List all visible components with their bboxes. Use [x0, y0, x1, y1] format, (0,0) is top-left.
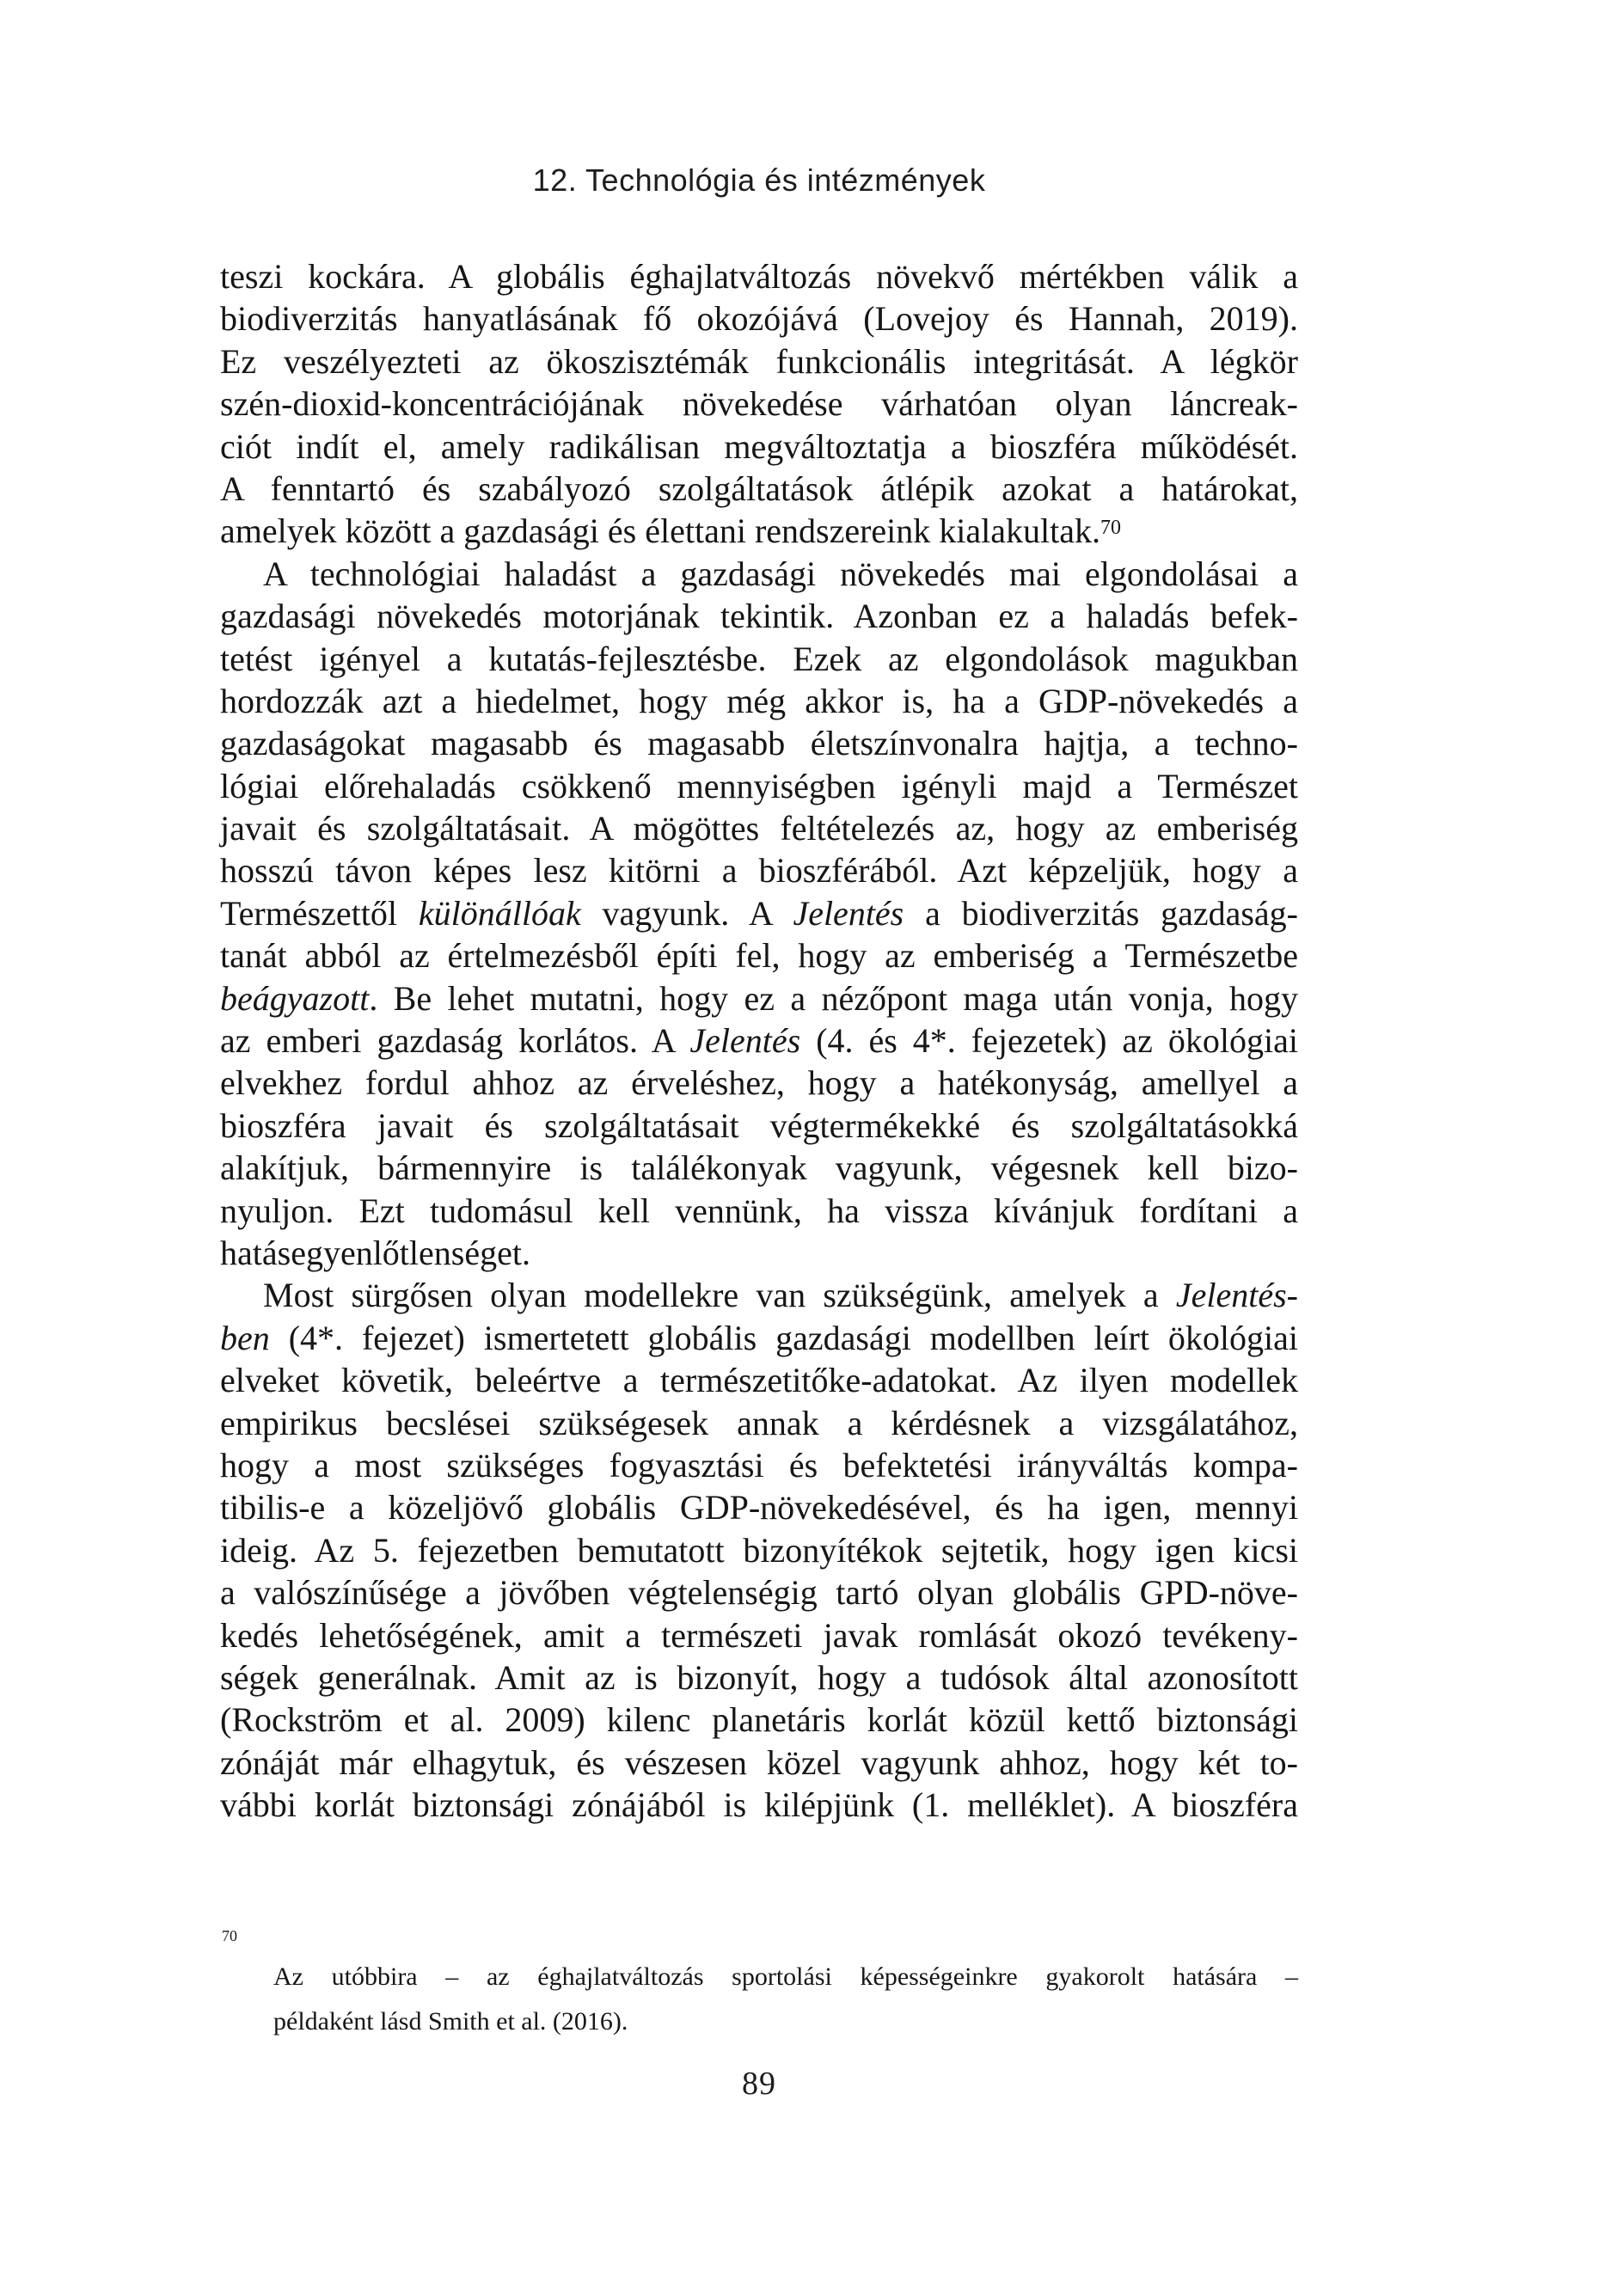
text-line: (Rockström et al. 2009) kilenc planetáris korlát közül kettő biztonsági — [220, 1700, 1298, 1740]
text-line: ideig. Az 5. fejezetben bemutatott bizonyítékok sejtetik, hogy igen kicsi — [220, 1530, 1298, 1570]
text-line: hogy a most szükséges fogyasztási és befektetési irányváltás kompa- — [220, 1445, 1298, 1485]
text-line: nyuljon. Ezt tudomásul kell vennünk, ha vissza kívánjuk fordítani a — [220, 1191, 1298, 1230]
text-line: Természettől különállóak vagyunk. A Jelentés a biodiverzitás gazdaság- — [220, 893, 1299, 933]
text-line: hordozzák azt a hiedelmet, hogy még akkor is, ha a GDP-növekedés a — [220, 681, 1298, 720]
text-line: az emberi gazdaság korlátos. A Jelentés (4. és 4*. fejezetek) az ökológiai — [220, 1021, 1298, 1061]
text-line: Az utóbbira – az éghajlatváltozás sportolási képességeinkre gyakorolt hatására – — [273, 1962, 1298, 1991]
text-line: tibilis-e a közeljövő globális GDP-növekedésével, és ha igen, mennyi — [220, 1488, 1298, 1528]
text-line: vábbi korlát biztonsági zónájából is kilépjünk (1. melléklet). A bioszféra — [220, 1785, 1298, 1825]
text-line: zónáját már elhagytuk, és vészesen közel vagyunk ahhoz, hogy két to- — [220, 1742, 1298, 1782]
footnote — [220, 1926, 1298, 2044]
text-line: hatásegyenlőtlenséget. — [220, 1233, 530, 1272]
text-line: beágyazott. Be lehet mutatni, hogy ez a nézőpont maga után vonja, hogy — [220, 978, 1298, 1018]
text-line: elvekhez fordul ahhoz az érveléshez, hogy a hatékonyság, amellyel a — [220, 1063, 1298, 1103]
text-line: ségek generálnak. Amit az is bizonyít, hogy a tudósok által azonosított — [220, 1657, 1298, 1697]
text-line: elveket követik, beleértve a természetitőke-adatokat. Az ilyen modellek — [220, 1361, 1298, 1400]
text-line: Ez veszélyezteti az ökoszisztémák funkcionális integritását. A légkör — [220, 341, 1298, 381]
text-line: alakítjuk, bármennyire is találékonyak vagyunk, végesnek kell bizo- — [220, 1148, 1298, 1188]
body-text — [220, 255, 1298, 1826]
footnote-marker: 70 — [222, 1926, 237, 1944]
text-line: tanát abból az értelmezésből építi fel, hogy az emberiség a Természetbe — [220, 936, 1298, 976]
text-line: kedés lehetőségének, amit a természeti javak romlását okozó tevékeny- — [220, 1615, 1298, 1655]
text-line: amelyek között a gazdasági és élettani rendszereink kialakultak.$^{70}$ — [220, 511, 1122, 551]
text-line: ben (4*. fejezet) ismertetett globális gazdasági modellben leírt ökológiai — [220, 1318, 1298, 1357]
text-line: bioszféra javait és szolgáltatásait végtermékekké és szolgáltatásokká — [220, 1105, 1298, 1145]
text-line: gazdasági növekedés motorjának tekintik. Azonban ez a haladás befek- — [220, 597, 1298, 636]
text-line: Most sürgősen olyan modellekre van szükségünk, amelyek a Jelentés- — [263, 1276, 1298, 1315]
text-line: biodiverzitás hanyatlásának fő okozójává (Lovejoy és Hannah, 2019). — [220, 299, 1298, 339]
text-line: empirikus becslései szükségesek annak a kérdésnek a vizsgálatához, — [220, 1403, 1298, 1442]
running-header: 12. Technológia és intézmények — [532, 162, 986, 198]
text-line: tetést igényel a kutatás-fejlesztésbe. Ezek az elgondolások magukban — [220, 639, 1298, 678]
text-line: gazdaságokat magasabb és magasabb életszínvonalra hajtja, a techno- — [220, 724, 1298, 763]
text-line: példaként lásd Smith et al. (2016). — [273, 2007, 628, 2036]
text-line: A technológiai haladást a gazdasági növekedés mai elgondolásai a — [263, 554, 1298, 593]
text-line: teszi kockára. A globális éghajlatváltozás növekvő mértékben válik a — [220, 257, 1298, 296]
text-line: hosszú távon képes lesz kitörni a bioszférából. Azt képzeljük, hogy a — [220, 851, 1298, 891]
text-line: javait és szolgáltatásait. A mögöttes feltételezés az, hogy az emberiség — [220, 809, 1298, 848]
text-line: lógiai előrehaladás csökkenő mennyiségben igényli majd a Természet — [220, 766, 1298, 805]
page-number: 89 — [742, 2066, 776, 2102]
footnote-lines — [273, 1955, 1298, 2044]
text-line: a valószínűsége a jövőben végtelenségig tartó olyan globális GPD-növe- — [220, 1573, 1298, 1613]
text-line: szén-dioxid-koncentrációjának növekedése várhatóan olyan láncreak- — [220, 384, 1298, 424]
text-line: A fenntartó és szabályozó szolgáltatások átlépik azokat a határokat, — [220, 468, 1298, 508]
text-line: ciót indít el, amely radikálisan megváltoztatja a bioszféra működését. — [220, 426, 1298, 466]
